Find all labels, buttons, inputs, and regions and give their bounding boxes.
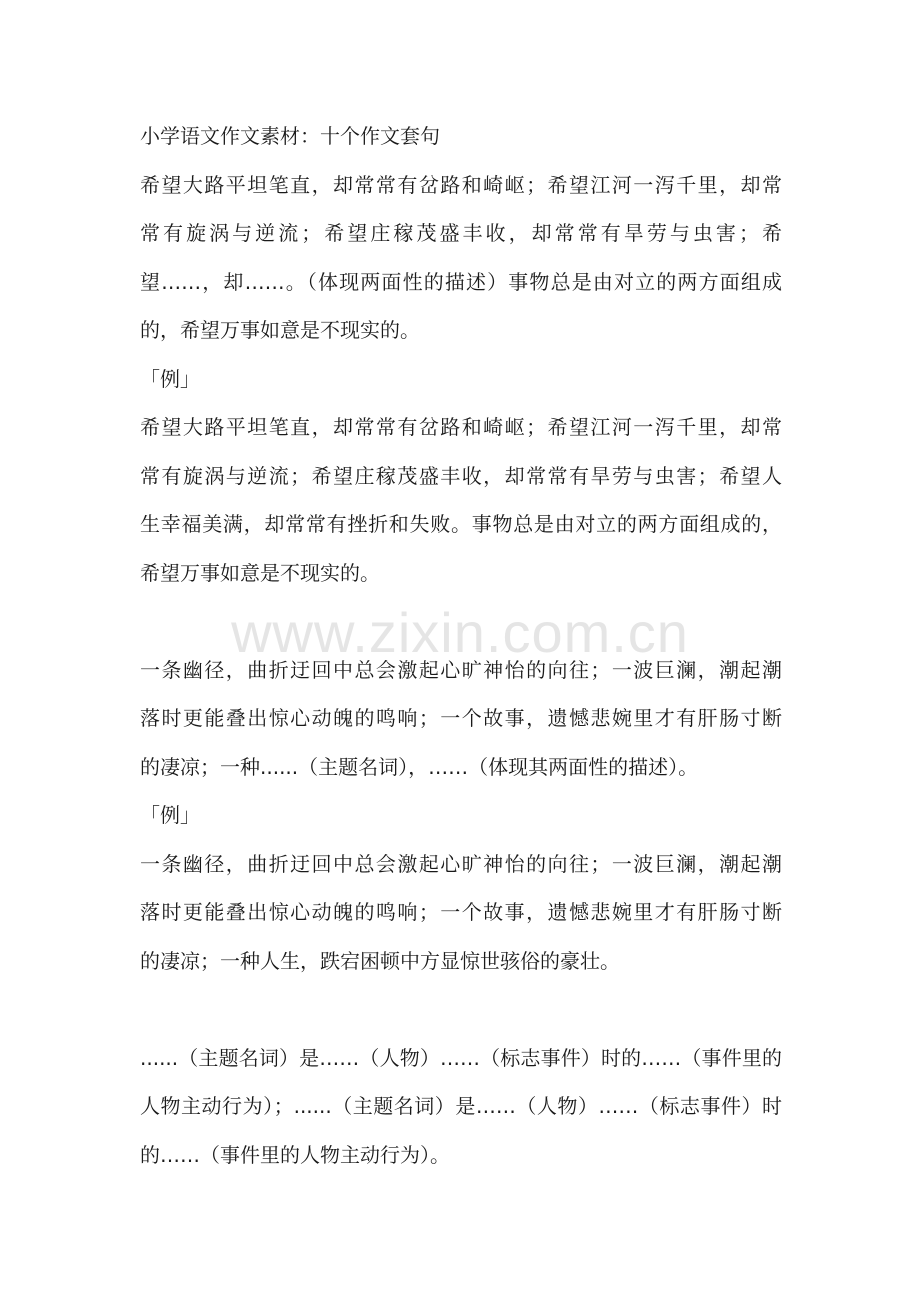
paragraph-line: 生幸福美满，却常常有挫折和失败。事物总是由对立的两方面组成的， <box>140 512 782 536</box>
document-title: 小学语文作文素材：十个作文套句 <box>140 124 440 148</box>
document-body <box>140 112 782 1179</box>
paragraph-line: 的凄凉；一种......（主题名词），……（体现其两面性的描述）。 <box>140 754 699 779</box>
paragraph-line: 常有旋涡与逆流；希望庄稼茂盛丰收，却常常有旱劳与虫害；希 <box>140 221 782 245</box>
paragraph-line: ......（主题名词）是……（人物）……（标志事件）时的……（事件里的 <box>140 1045 782 1070</box>
watermark: www.zixin.com.cn <box>231 601 689 664</box>
example-label: 「例」 <box>140 366 200 391</box>
section-2-pattern <box>140 646 782 792</box>
section-gap <box>140 597 782 646</box>
paragraph-line: 希望大路平坦笔直，却常常有岔路和崎岖；希望江河一泻千里，却常 <box>140 415 782 439</box>
paragraph-line: 落时更能叠出惊心动魄的鸣响；一个故事，遗憾悲婉里才有肝肠寸断 <box>140 900 782 924</box>
paragraph-line: 的凄凉；一种人生，跌宕困顿中方显惊世骇俗的豪壮。 <box>140 948 620 973</box>
section-1-pattern <box>140 161 782 355</box>
paragraph-line: 望……，却……。（体现两面性的描述）事物总是由对立的两方面组成 <box>140 269 782 294</box>
example-label: 「例」 <box>140 803 200 827</box>
paragraph-line: 的……（事件里的人物主动行为）。 <box>140 1142 450 1167</box>
paragraph-line: 落时更能叠出惊心动魄的鸣响；一个故事，遗憾悲婉里才有肝肠寸断 <box>140 706 782 730</box>
paragraph-line: 希望大路平坦笔直，却常常有岔路和崎岖；希望江河一泻千里，却常 <box>140 172 782 197</box>
paragraph-line: 希望万事如意是不现实的。 <box>140 560 380 585</box>
section-3-pattern <box>140 1034 782 1180</box>
paragraph-line: 一条幽径，曲折迂回中总会激起心旷神怡的向往；一波巨澜，潮起潮 <box>140 851 782 876</box>
paragraph-line: 常有旋涡与逆流；希望庄稼茂盛丰收，却常常有旱劳与虫害；希望人 <box>140 463 782 488</box>
paragraph-line: 一条幽径，曲折迂回中总会激起心旷神怡的向往；一波巨澜，潮起潮 <box>140 657 782 682</box>
section-2-example <box>140 840 782 986</box>
section-gap <box>140 985 782 1034</box>
paragraph-line: 的，希望万事如意是不现实的。 <box>140 318 420 342</box>
paragraph-line: 人物主动行为）；......（主题名词）是……（人物）……（标志事件）时 <box>140 1094 782 1118</box>
section-1-example <box>140 403 782 597</box>
